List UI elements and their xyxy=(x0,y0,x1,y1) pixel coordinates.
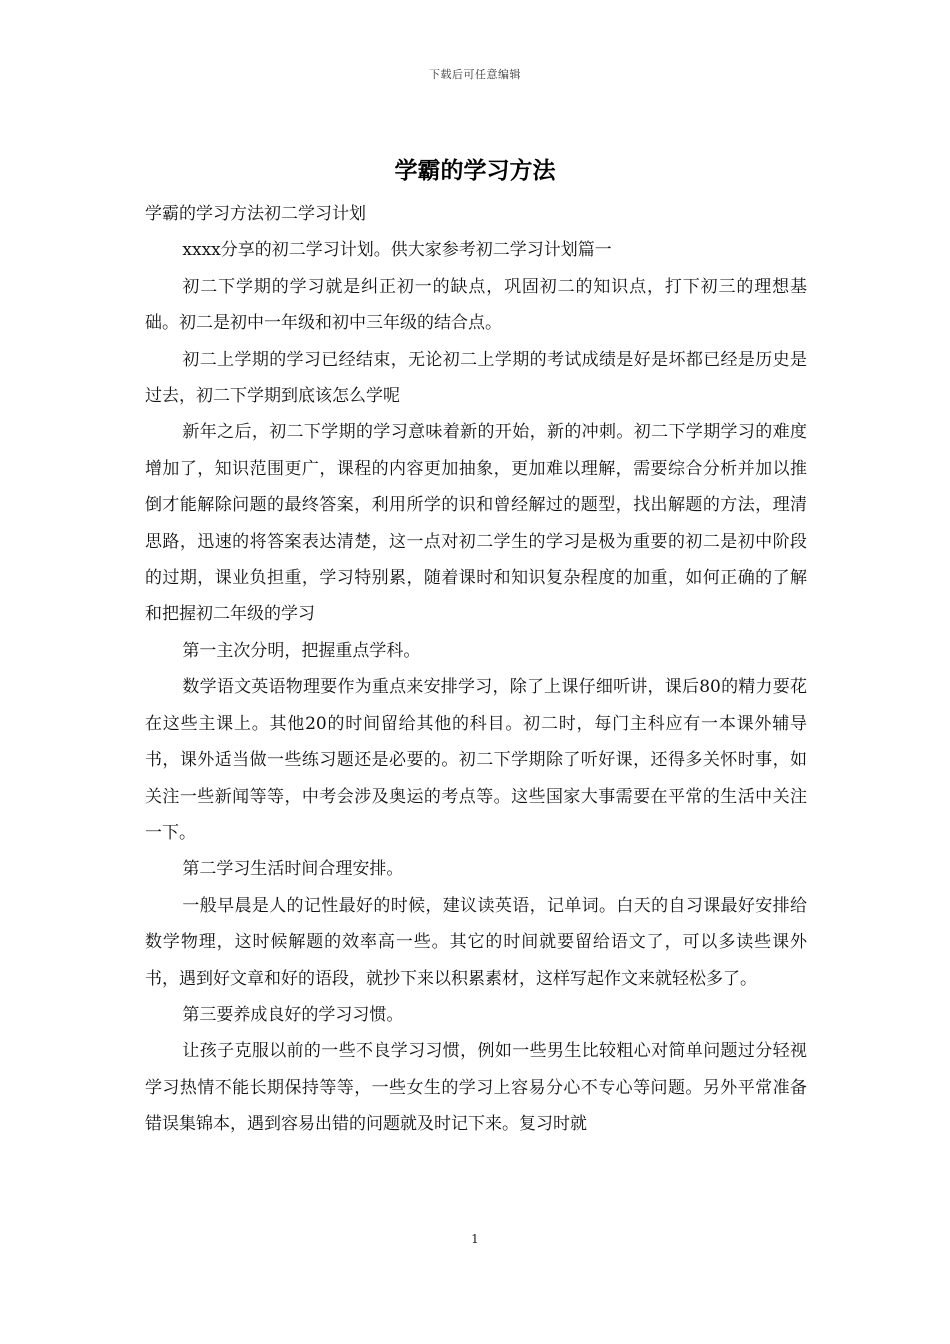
paragraph-intro: xxxx分享的初二学习计划。供大家参考初二学习计划篇一 xyxy=(182,240,612,261)
document-subtitle: 学霸的学习方法初二学习计划 xyxy=(145,204,366,224)
page-number: 1 xyxy=(471,1232,479,1246)
paragraph: 让孩子克服以前的一些不良学习习惯，例如一些男生比较粗心对简单问题过分轻视学习热情不能长期保持等等，一些女生的学习上容易分心不专心等问题。另外平常准备错误集锦本，遇到容易出错的问题就及时记下来。复习时就 xyxy=(145,1041,807,1135)
section-heading: 第三要养成良好的学习习惯。 xyxy=(182,1004,404,1025)
paragraph: 初二下学期的学习就是纠正初一的缺点，巩固初二的知识点，打下初三的理想基础。初二是初中一年级和初中三年级的结合点。 xyxy=(145,276,807,334)
section-heading: 第一主次分明，把握重点学科。 xyxy=(182,640,421,661)
paragraph: 数学语文英语物理要作为重点来安排学习，除了上课仔细听讲，课后80的精力要花在这些主课上。其他20的时间留给其他的科目。初二时，每门主科应有一本课外辅导书，课外适当做一些练习题还是必要的。初二下学期除了听好课，还得多关怀时事，如关注一些新闻等等，中考会涉及奥运的考点等。这些国家大事需要在平常的生活中关注一下。 xyxy=(145,677,807,843)
page-header: 下载后可任意编辑 xyxy=(429,68,521,81)
document-body xyxy=(145,196,807,1143)
paragraph: 新年之后，初二下学期的学习意味着新的开始，新的冲刺。初二下学期学习的难度增加了，知识范围更广，课程的内容更加抽象，更加难以理解，需要综合分析并加以推倒才能解除问题的最终答案，利用所学的识和曾经解过的题型，找出解题的方法，理清思路，迅速的将答案表达清楚，这一点对初二学生的学习是极为重要的初二是初中阶段的过期，课业负担重，学习特别累，随着课时和知识复杂程度的加重，如何正确的了解和把握初二年级的学习 xyxy=(145,422,807,625)
paragraph: 一般早晨是人的记性最好的时候，建议读英语，记单词。白天的自习课最好安排给数学物理，这时候解题的效率高一些。其它的时间就要留给语文了，可以多读些课外书，遇到好文章和好的语段，就抄下来以积累素材，这样写起作文来就轻松多了。 xyxy=(145,895,807,989)
paragraph: 初二上学期的学习已经结束，无论初二上学期的考试成绩是好是坏都已经是历史是过去，初二下学期到底该怎么学呢 xyxy=(145,349,807,407)
section-heading: 第二学习生活时间合理安排。 xyxy=(182,859,404,880)
document-title: 学霸的学习方法 xyxy=(394,157,556,184)
